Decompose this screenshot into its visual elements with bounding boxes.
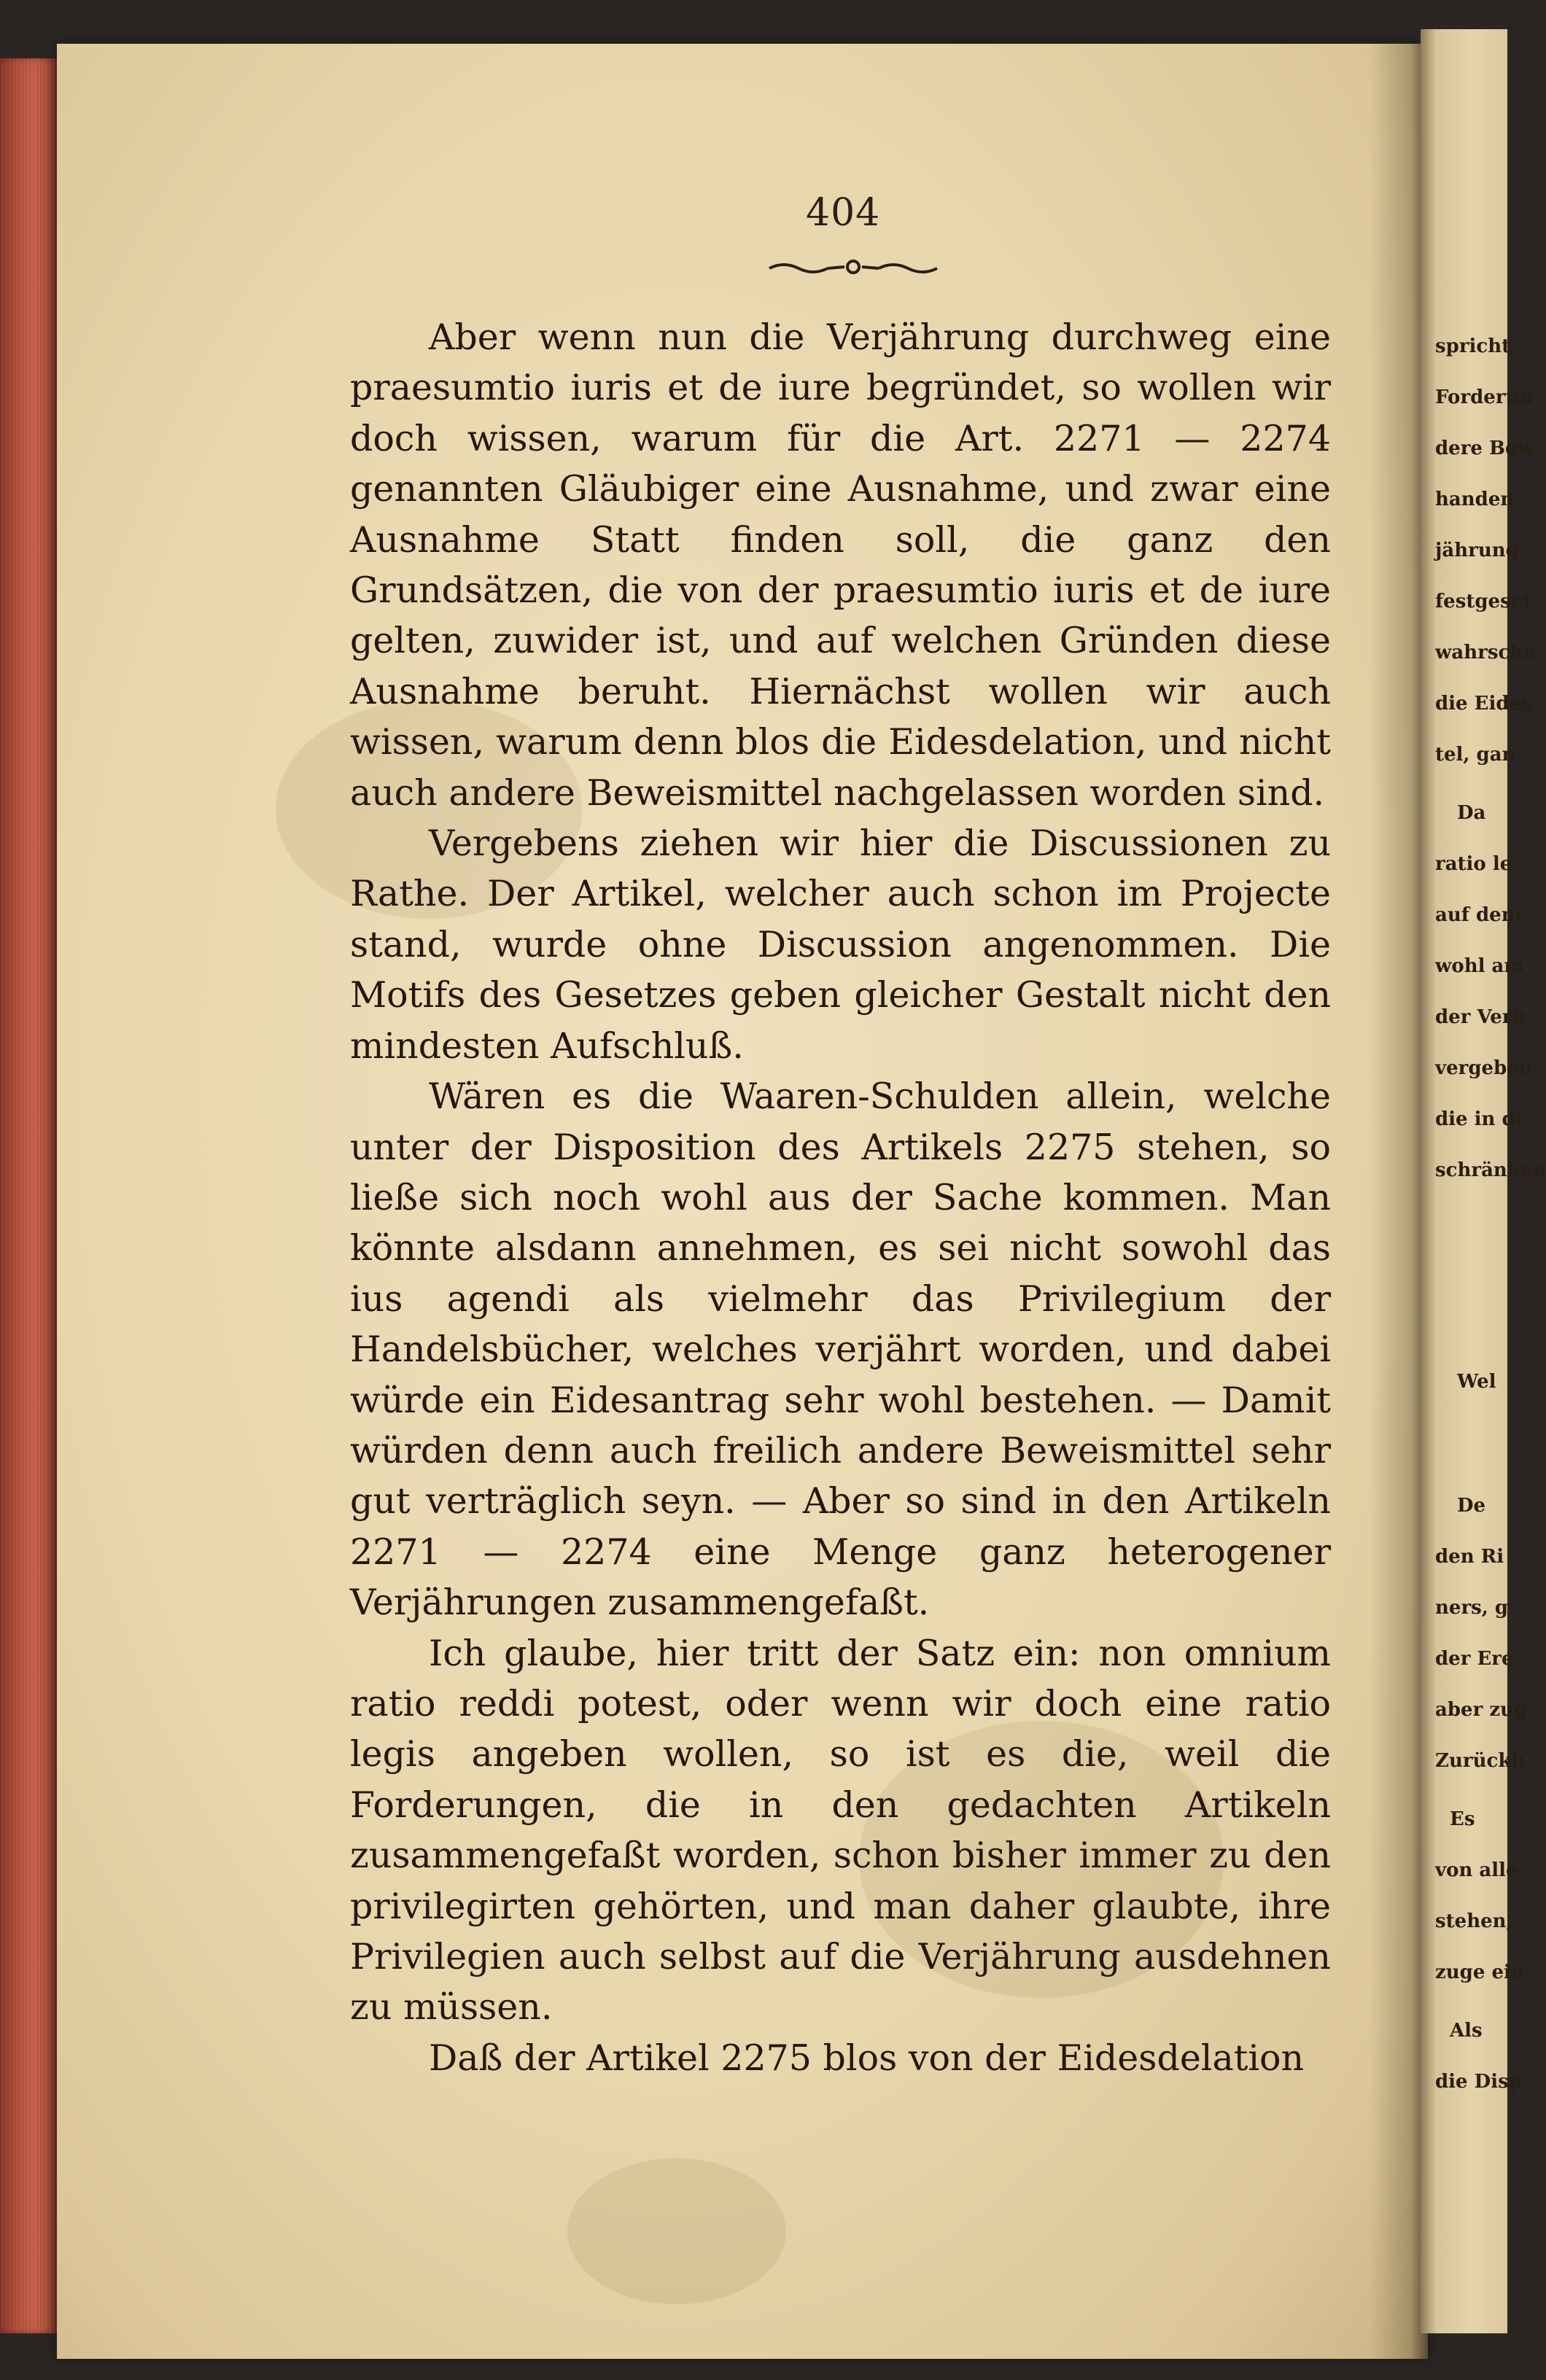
facing-page-line: Als bbox=[1450, 2020, 1483, 2042]
paragraph: Aber wenn nun die Verjährung durchweg eine praesumtio iuris et de iure begründet, so wollen wir doch wissen, warum für die Art. 2271 — 2274 genannten Gläubiger eine Ausnahme, und zwar eine Ausnahme Statt finden soll, die ganz den Grundsätzen, die von der praesumtio iuris et de iure gelten, zuwider ist, und auf welchen Gründen diese Ausnahme beruht. Hiernächst wollen wir auch wissen, warum denn blos die Eidesdelation, und nicht auch andere Beweismittel nachgelassen worden sind. bbox=[350, 316, 1331, 814]
paragraph: Wären es die Waaren-Schulden allein, welche unter der Disposition des Artikels 2275 stehen, so ließe sich noch wohl aus der Sache kommen. Man könnte alsdann annehmen, es sei nicht sowohl das ius agendi als vielmehr das Privilegium der Handelsbücher, welches verjährt worden, und dabei würde ein Eidesantrag sehr wohl bestehen. — Damit würden denn auch freilich andere Beweismittel sehr gut verträglich seyn. — Aber so sind in den Artikeln 2271 — 2274 eine Menge ganz heterogener Verjährungen zusammengefaßt. bbox=[350, 1076, 1331, 1624]
facing-page-line: der Verb bbox=[1435, 1006, 1526, 1028]
facing-page-line: von alle bbox=[1435, 1859, 1518, 1881]
facing-page-line: dere Bew bbox=[1435, 438, 1534, 459]
facing-page-line: zuge ein bbox=[1435, 1961, 1525, 1983]
facing-page-line: ners, g bbox=[1435, 1597, 1509, 1619]
facing-page-line: der Ere bbox=[1435, 1648, 1514, 1670]
facing-page-line: De bbox=[1457, 1495, 1486, 1517]
paragraph: Vergebens ziehen wir hier die Discussionen zu Rathe. Der Artikel, welcher auch schon im Projecte stand, wurde ohne Discussion angenommen. Die Motifs des Gesetzes geben gleicher Gestalt nicht den mindesten Aufschluß. bbox=[350, 822, 1331, 1067]
facing-page-line: Es bbox=[1450, 1808, 1475, 1830]
facing-page-line: die Disp bbox=[1435, 2071, 1522, 2093]
facing-page-line: stehen, bbox=[1435, 1910, 1513, 1932]
facing-page-line: aber zug bbox=[1435, 1699, 1528, 1721]
facing-page-line: spricht, bbox=[1435, 335, 1518, 357]
page-number: 404 bbox=[806, 191, 881, 235]
facing-page-line: ratio le bbox=[1435, 853, 1512, 875]
page-edge-left bbox=[0, 58, 57, 2333]
facing-page-line: tel, gan bbox=[1435, 744, 1516, 766]
facing-page-line: Forderun bbox=[1435, 386, 1534, 408]
paragraph: Ich glaube, hier tritt der Satz ein: non omnium ratio reddi potest, oder wenn wir doch eine ratio legis angeben wollen, so ist es die, weil die Forderungen, die in den gedachten Artikeln zusammengefaßt worden, schon bisher immer zu den privilegirten gehörten, und man daher glaubte, ihre Privilegien auch selbst auf die Verjährung ausdehnen zu müssen. bbox=[350, 1632, 1331, 2029]
facing-page-line: schränken bbox=[1435, 1159, 1546, 1181]
facing-page-line: jährung bbox=[1435, 540, 1519, 561]
facing-page-line: wahrsche bbox=[1435, 642, 1536, 664]
facing-page-line: die in di bbox=[1435, 1108, 1523, 1130]
facing-page-line: die Eides bbox=[1435, 693, 1532, 715]
facing-page-line: festgeset bbox=[1435, 591, 1532, 612]
body-text bbox=[350, 312, 1331, 2083]
facing-page-line: auf dem bbox=[1435, 904, 1522, 926]
facing-page-line: Da bbox=[1457, 802, 1486, 824]
facing-page-line: den Ri bbox=[1435, 1546, 1504, 1568]
page-gutter-shadow bbox=[1370, 44, 1428, 2359]
paragraph: Daß der Artikel 2275 blos von der Eidesdelation bbox=[429, 2037, 1305, 2079]
page-edge-texture bbox=[0, 58, 57, 2333]
ornament-rule-icon bbox=[766, 255, 941, 277]
paper-stain bbox=[567, 2158, 786, 2304]
facing-page-edge bbox=[1421, 29, 1546, 2333]
facing-page-line: vergeben bbox=[1435, 1057, 1533, 1079]
facing-page-line: handen bbox=[1435, 489, 1515, 510]
facing-page-line: Zurückh bbox=[1435, 1750, 1526, 1772]
facing-page-line: wohl am bbox=[1435, 955, 1524, 977]
facing-page-line: Wel bbox=[1457, 1371, 1496, 1393]
